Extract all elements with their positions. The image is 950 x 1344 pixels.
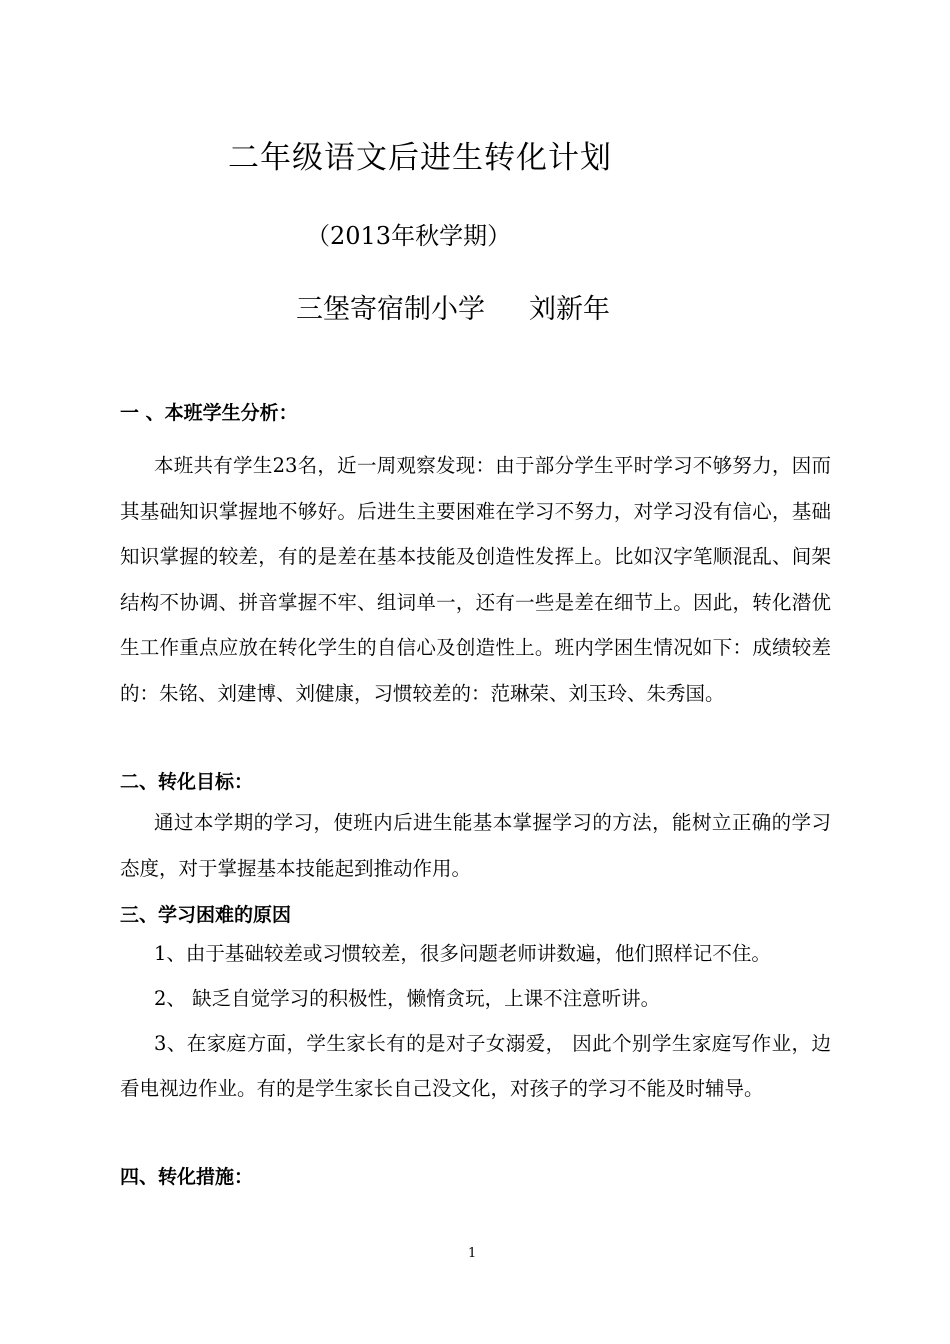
reason-item-3: 3、在家庭方面，学生家长有的是对子女溺爱， 因此个别学生家庭写作业，边看电视边作业。有的是学生家长自己没文化，对孩子的学习不能及时辅导。	[120, 1032, 831, 1100]
section-2-paragraph: 通过本学期的学习，使班内后进生能基本掌握学习的方法，能树立正确的学习态度，对于掌握基本技能起到推动作用。	[120, 811, 831, 880]
reason-item-1: 1、由于基础较差或习惯较差，很多问题老师讲数遍，他们照样记不住。	[154, 942, 771, 965]
reason-item-2: 2、 缺乏自觉学习的积极性，懒惰贪玩，上课不注意听讲。	[154, 987, 661, 1010]
section-heading-2: 二、转化目标：	[120, 771, 254, 793]
school-name: 三堡寄宿制小学	[296, 294, 485, 325]
document-subtitle: （2013年秋学期）	[306, 222, 512, 250]
section-heading-4: 四、转化措施：	[120, 1166, 254, 1188]
page-number: 1	[468, 1246, 477, 1261]
section-heading-1: 一 、本班学生分析：	[120, 402, 298, 424]
document-title: 二年级语文后进生转化计划	[228, 140, 612, 176]
section-1-paragraph: 本班共有学生23名，近一周观察发现：由于部分学生平时学习不够努力，因而其基础知识掌握地不够好。后进生主要困难在学习不努力，对学习没有信心，基础知识掌握的较差，有的是差在基本技能及创造性发挥上。比如汉字笔顺混乱、间架结构不协调、拼音掌握不牢、组词单一，还有一些是差在细节上。因此，转化潜优生工作重点应放在转化学生的自信心及创造性上。班内学困生情况如下：成绩较差的：朱铭、刘建博、刘健康，习惯较差的：范琳荣、刘玉玲、朱秀国。	[120, 454, 831, 705]
author-name: 刘新年	[529, 294, 610, 325]
author-line	[296, 287, 610, 326]
section-heading-3: 三、学习困难的原因	[120, 904, 292, 926]
